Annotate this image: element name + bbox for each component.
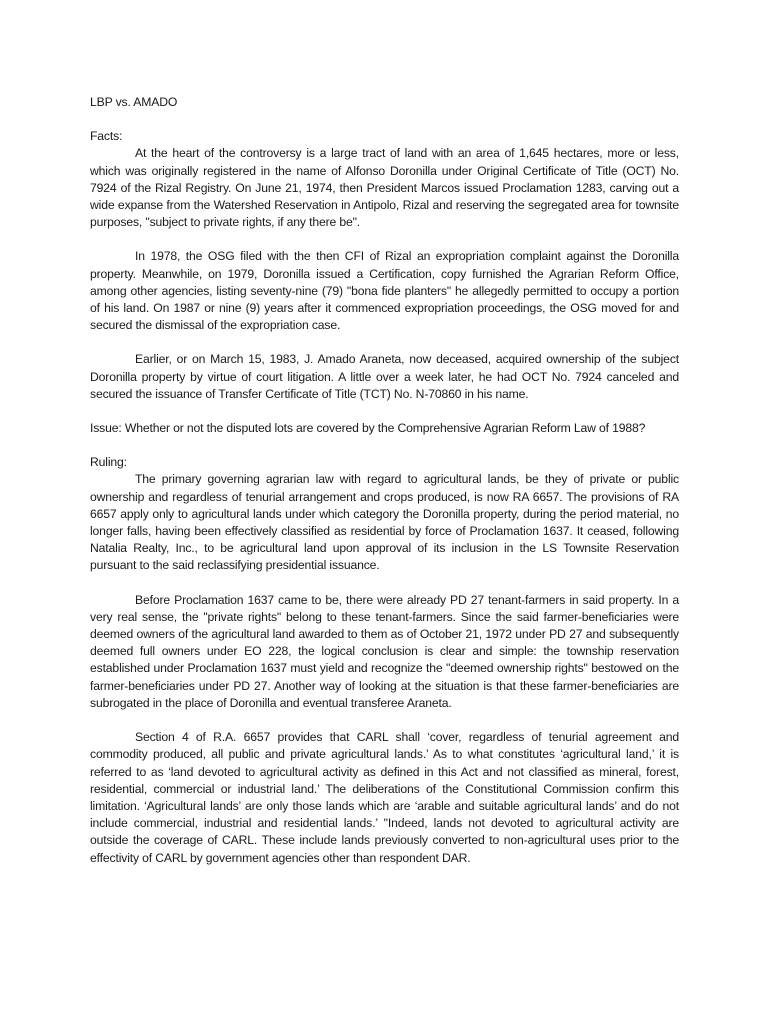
document-page <box>90 94 679 884</box>
case-title: LBP vs. AMADO <box>90 95 178 109</box>
issue-paragraph: Issue: Whether or not the disputed lots are covered by the Comprehensive Agrarian Reform Law of 1988? <box>90 421 646 436</box>
facts-paragraph-1: At the heart of the controversy is a large tract of land with an area of 1,645 hectares, more or less, which was originally registered in the name of Alfonso Doronilla under Original Certificate of Title (OCT) No. 7924 of the Rizal Registry. On June 21, 1974, then President Marcos issued Proclamation 1283, carving out a wide expanse from the Watershed Reservation in Antipolo, Rizal and reserving the segregated area for townsite purposes, "subject to private rights, if any there be". <box>90 146 679 230</box>
facts-paragraph-3: Earlier, or on March 15, 1983, J. Amado Araneta, now deceased, acquired ownership of the subject Doronilla property by virtue of court litigation. A little over a week later, he had OCT No. 7924 canceled and secured the issuance of Transfer Certificate of Title (TCT) No. N-70860 in his name. <box>90 352 679 401</box>
facts-paragraph-2: In 1978, the OSG filed with the then CFI of Rizal an expropriation complaint against the Doronilla property. Meanwhile, on 1979, Doronilla issued a Certification, copy furnished the Agrarian Reform Office, among other agencies, listing seventy-nine (79) "bona fide planters" he allegedly permitted to occupy a portion of his land. On 1987 or nine (9) years after it commenced expropriation proceedings, the OSG moved for and secured the dismissal of the expropriation case. <box>90 249 679 333</box>
ruling-paragraph-2: Before Proclamation 1637 came to be, there were already PD 27 tenant-farmers in said property. In a very real sense, the "private rights" belong to these tenant-farmers. Since the said farmer-beneficiaries were deemed owners of the agricultural land awarded to them as of October 21, 1972 under PD 27 and subsequently deemed full owners under EO 228, the logical conclusion is clear and simple: the township reservation established under Proclamation 1637 must yield and recognize the "deemed ownership rights" bestowed on the farmer-beneficiaries under PD 27. Another way of looking at the situation is that these farmer-beneficiaries are subrogated in the place of Doronilla and eventual transferee Araneta. <box>90 592 679 710</box>
ruling-paragraph-3: Section 4 of R.A. 6657 provides that CARL shall ‘cover, regardless of tenurial agreement and commodity produced, all public and private agricultural lands.’ As to what constitutes ‘agricultural land,’ it is referred to as ‘land devoted to agricultural activity as defined in this Act and not classified as mineral, forest, residential, commercial or industrial land.’ The deliberations of the Constitutional Commission confirm this limitation. ‘Agricultural lands’ are only those lands which are ‘arable and suitable agricultural lands’ and do not include commercial, industrial and residential lands.’ "Indeed, lands not devoted to agricultural activity are outside the coverage of CARL. These include lands previously converted to non-agricultural uses prior to the effectivity of CARL by government agencies other than respondent DAR. <box>90 730 679 865</box>
ruling-paragraph-1: The primary governing agrarian law with regard to agricultural lands, be they of private or public ownership and regardless of tenurial arrangement and crops produced, is now RA 6657. The provisions of RA 6657 apply only to agricultural lands under which category the Doronilla property, during the period material, no longer falls, having been effectively classified as residential by force of Proclamation 1637. It ceased, following Natalia Realty, Inc., to be agricultural land upon approval of its inclusion in the LS Townsite Reservation pursuant to the said reclassifying presidential issuance. <box>90 472 679 573</box>
facts-label: Facts: <box>90 129 123 144</box>
ruling-label: Ruling: <box>90 455 127 470</box>
